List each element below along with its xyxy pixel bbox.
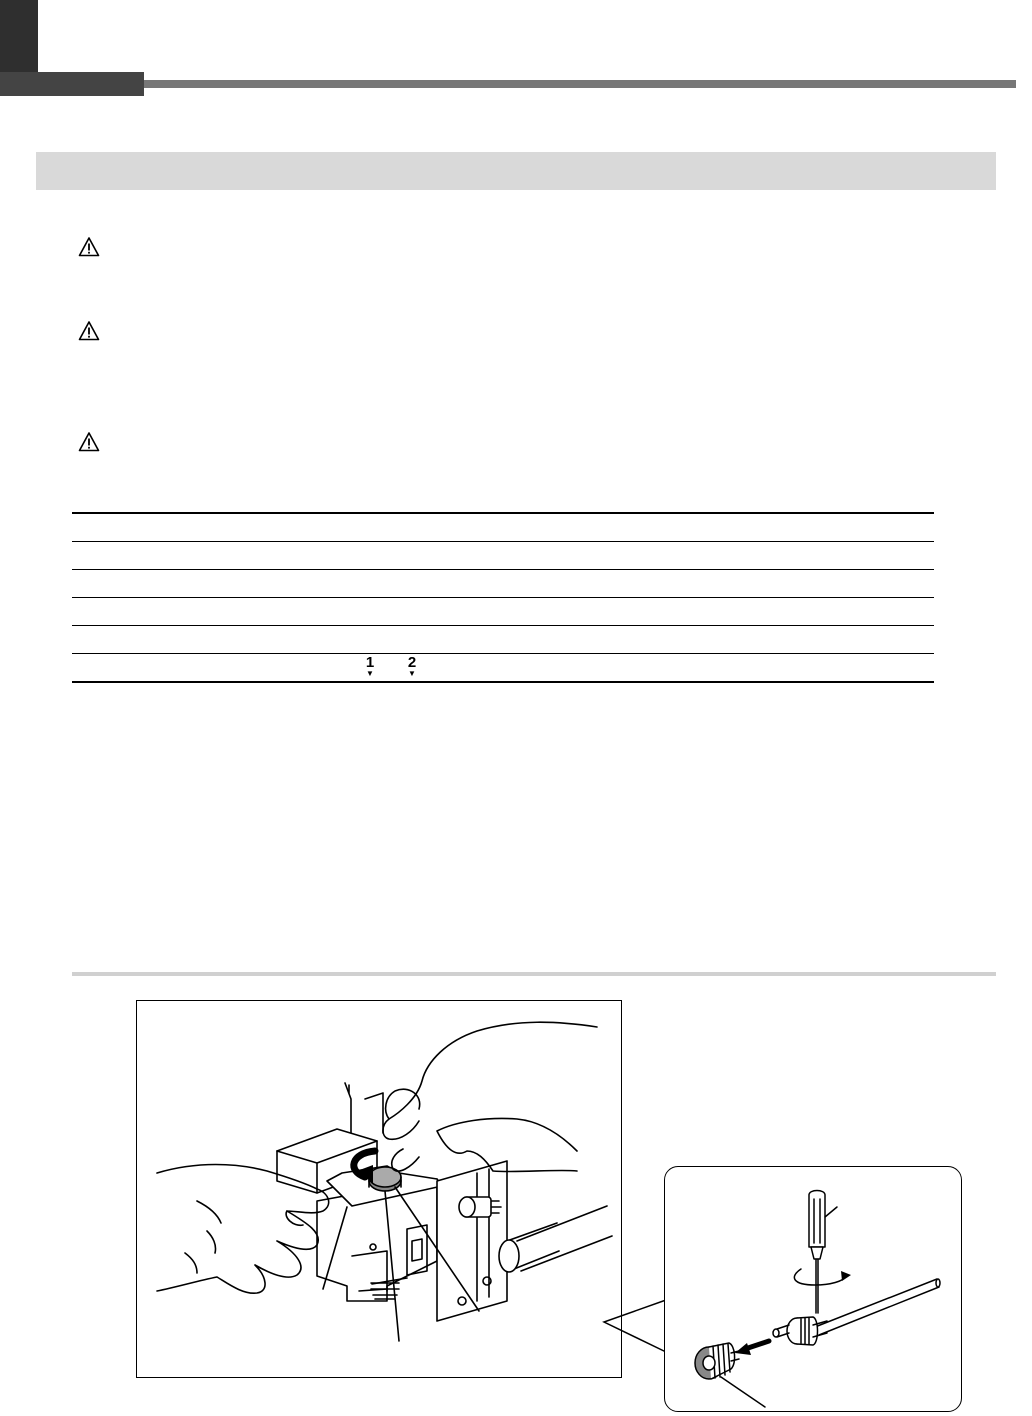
- inset-illustration: [664, 1166, 962, 1412]
- down-triangle-icon: ▼: [408, 668, 416, 678]
- table-cell-label: [72, 542, 342, 570]
- step-marker-2: 2 ▼: [407, 653, 417, 678]
- warning-triangle-icon: [78, 236, 100, 258]
- table-cell-value: [342, 513, 934, 542]
- callout-pointer: [600, 1296, 670, 1356]
- table-row: [72, 626, 934, 654]
- warning-triangle-icon: [78, 431, 100, 453]
- table-cell-steps: [342, 654, 934, 683]
- table-row: [72, 542, 934, 570]
- header-rule: [144, 80, 1016, 88]
- table-cell-label: [72, 626, 342, 654]
- chapter-tab-foot: [0, 72, 144, 96]
- table-cell-label: [72, 654, 342, 683]
- step-marker-1: 1 ▼: [365, 653, 375, 678]
- table-cell-value: [342, 570, 934, 598]
- table-cell-value: [342, 626, 934, 654]
- table-cell-value: [342, 598, 934, 626]
- table-cell-label: [72, 513, 342, 542]
- table-row: [72, 598, 934, 626]
- section-divider: [72, 972, 996, 976]
- table-row: [72, 570, 934, 598]
- table-row: [72, 513, 934, 542]
- spec-table: [72, 512, 934, 683]
- table-row: [72, 654, 934, 683]
- table-cell-value: [342, 542, 934, 570]
- table-cell-label: [72, 570, 342, 598]
- down-triangle-icon: ▼: [366, 668, 374, 678]
- warning-triangle-icon: [78, 320, 100, 342]
- section-title-bar: [36, 152, 996, 190]
- main-illustration: [136, 1000, 622, 1378]
- table-cell-label: [72, 598, 342, 626]
